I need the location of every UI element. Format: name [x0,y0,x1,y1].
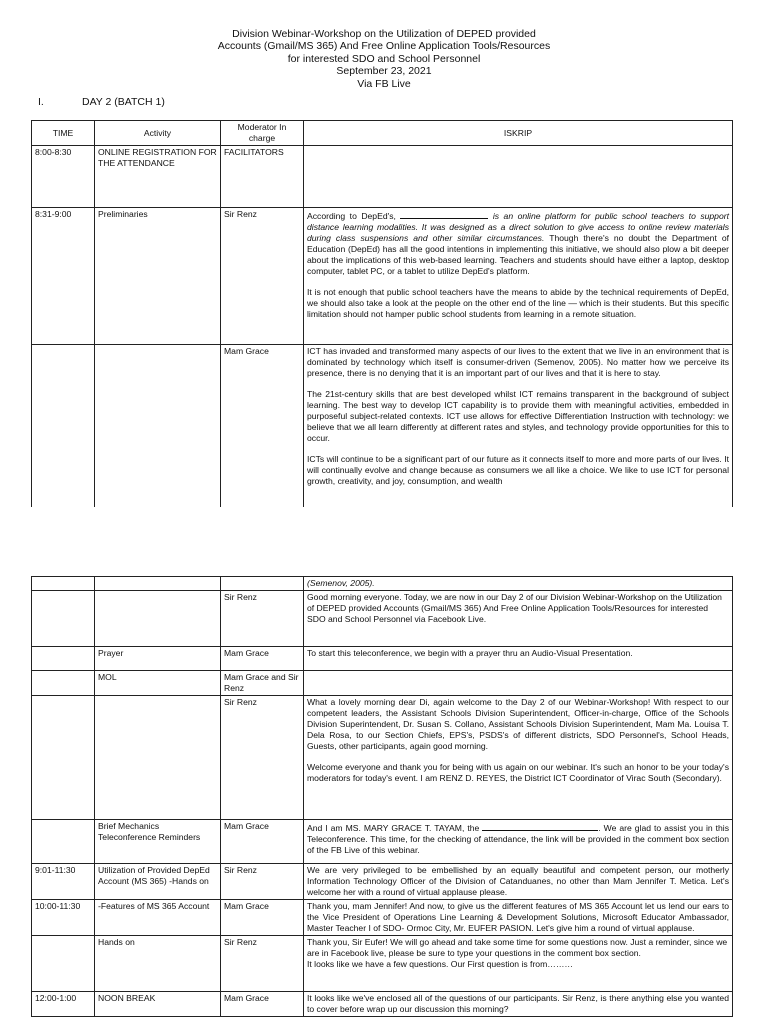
cell-activity: Hands on [95,936,221,992]
title-date: September 23, 2021 [336,65,432,78]
cell-time: 9:01-11:30 [32,864,95,900]
table-1-area [0,120,768,507]
script-paragraph: Thank you, Sir Eufer! We will go ahead and take some time for some questions now. Just a reminder, since we are in Facebook live, please be sure to type your questions in the comment box section. [307,937,728,958]
script-paragraph: It is not enough that public school teachers have the means to abide by the technical requirements of DepEd, we should also take a look at the people on the other end of the line — which is their students. But this specific limitation should not hamper public school students from learning in a remote situation. [307,287,729,319]
cell-script: It looks like we've enclosed all of the questions of our participants. Sir Renz, is there anything else you wanted to cover before wrap up our discussion this morning? [304,992,733,1017]
cell-activity: Preliminaries [95,208,221,345]
cell-moderator: Sir Renz [221,936,304,992]
header-moderator: Moderator In charge [221,121,304,146]
table-row [32,671,733,696]
cell-moderator: Sir Renz [221,696,304,820]
cell-script: Thank you, mam Jennifer! And now, to give us the different features of MS 365 Account let us lend our ears to the Vice President of Operations Line Learning & Development Solutions, Microsoft Educator Ambassador, Master Teacher I of SDO- Ormoc City, Mr. EUFER PASION. Let's give him a round of virtual applause. [304,900,733,936]
cell-time [32,577,95,591]
table-row [32,936,733,992]
cell-activity: NOON BREAK [95,992,221,1017]
script-paragraph: According to DepEd's, is an online platform for public school teachers to support distance learning modalities. It was designed as a direct solution to give access to online review materials during class suspensions and other similar circumstances. Though there's no doubt the Department of Education (DepEd) has all the good intentions in implementing this initiative, we should also plow a bit deeper about the implications of this web-based learning. Teachers and students should have either a laptop, desktop computer, tablet PC, or a tablet to utilize DepEd's platform. [307,211,730,276]
table-row [32,591,733,647]
header-script: ISKRIP [304,121,733,146]
cell-moderator: Sir Renz [221,208,304,345]
cell-activity: MOL [95,671,221,696]
cell-moderator: Mam Grace [221,992,304,1017]
section-number: I. [38,96,44,108]
cell-activity [95,696,221,820]
cell-moderator: Mam Grace [221,345,304,508]
cell-moderator: Mam Grace [221,900,304,936]
cell-activity [95,577,221,591]
cell-moderator: Mam Grace [221,820,304,864]
cell-activity: Brief Mechanics Teleconference Reminders [95,820,221,864]
fill-in-blank [400,209,488,219]
section-title: DAY 2 (BATCH 1) [82,96,165,108]
program-table-2 [31,576,733,1017]
cell-time: 8:31-9:00 [32,208,95,345]
cell-time: 8:00-8:30 [32,146,95,208]
table-row [32,577,733,591]
table-row [32,146,733,208]
cell-script [304,208,733,345]
script-paragraph: Welcome everyone and thank you for being with us again on our webinar. It's such an honor to be your today's moderators for today's event. I am RENZ D. REYES, the District ICT Coordinator of Virac South (Secondary). [307,762,729,783]
table-header-row [32,121,733,146]
cell-script: To start this teleconference, we begin with a prayer thru an Audio-Visual Presentation. [304,647,733,671]
table-row [32,208,733,345]
table-row [32,992,733,1017]
cell-activity: -Features of MS 365 Account [95,900,221,936]
cell-script [304,936,733,992]
cell-time [32,820,95,864]
cell-script: (Semenov, 2005). [304,577,733,591]
cell-time: 12:00-1:00 [32,992,95,1017]
table-row [32,820,733,864]
cell-script [304,146,733,208]
table-row [32,696,733,820]
cell-time [32,647,95,671]
program-table-1 [31,120,733,507]
cell-time [32,345,95,508]
title-line: Division Webinar-Workshop on the Utilization of DEPED provided [232,28,536,40]
cell-script: Good morning everyone. Today, we are now in our Day 2 of our Division Webinar-Workshop on the Utilization of DEPED provided Accounts (Gmail/MS 365) And Free Online Application Tools/Resources for interested SDO and School Personnel via Facebook Live. [304,591,733,647]
table-row [32,345,733,508]
title-venue: Via FB Live [357,77,411,90]
cell-activity: Utilization of Provided DepEd Account (MS 365) -Hands on [95,864,221,900]
cell-time [32,936,95,992]
header-activity: Activity [95,121,221,146]
script-paragraph: What a lovely morning dear Di, again welcome to the Day 2 of our Webinar-Workshop! With respect to our competent leaders, the Assistant Schools Division Superintendent, Officer-in-charge, Office of the Schools Division Superintendent, Dr. Susan S. Collano, Assistant Schools Division Superintendent, Mam Ma. Louisa T. Dela Rosa, to our Section Chiefs, EPS's, PSDS's of different districts, SDO Personnel's, School Heads, Guests, other participants, again good morning. [307,697,729,751]
cell-moderator [221,577,304,591]
table-2-area [0,576,768,1024]
cell-time [32,696,95,820]
section-heading [38,96,165,108]
cell-script: We are very privileged to be embellished by an equally beautiful and competent person, our motherly Information Technology Officer of the Division of Catanduanes, no other than Mam Jennifer T. Metica. Let's welcome her with a round of virtual applause please. [304,864,733,900]
cell-script: And I am MS. MARY GRACE T. TAYAM, the . We are glad to assist you in this Teleconference. This time, for the checking of attendance, the link will be provided in the comment box section of the FB Live of this webinar. [304,820,733,864]
cell-time [32,591,95,647]
cell-script [304,696,733,820]
cell-moderator: Sir Renz [221,591,304,647]
document-title [0,28,768,90]
script-paragraph: ICT has invaded and transformed many aspects of our lives to the extent that we live in an environment that is dominated by technology which itself is consumer-driven (Semenov, 2005). No matter how we perceive its presence, there is no denying that it is an important part of our lives and that it is here to stay. [307,346,729,378]
title-line: Accounts (Gmail/MS 365) And Free Online Application Tools/Resources [217,40,551,53]
table-row [32,647,733,671]
cell-moderator: Sir Renz [221,864,304,900]
script-paragraph: ICTs will continue to be a significant part of our future as it connects itself to more and more parts of our lives. It will continually evolve and change because as consumers we all like a choice. We like to use ICT for personal growth, creativity, and joy, consumption, and wealth [307,454,729,486]
cell-activity: Prayer [95,647,221,671]
script-paragraph: The 21st-century skills that are best developed whilst ICT remains transparent in the background of subject learning. The best way to develop ICT capability is to provide them with meaningful activities, embedded in purposeful subject-related contexts. ICT use allows for effective Differentiation Instruction with technology: we believe that we all learn differently at different rates and styles, and technology provide opportunities for this to occur. [307,389,729,443]
table-row [32,864,733,900]
script-paragraph: It looks like we have a few questions. Our First question is from……… [307,959,574,969]
fill-in-blank [482,821,598,831]
cell-script [304,671,733,696]
cell-activity: ONLINE REGISTRATION FOR THE ATTENDANCE [95,146,221,208]
cell-moderator: FACILITATORS [221,146,304,208]
header-time: TIME [32,121,95,146]
cell-script [304,345,733,508]
title-line: for interested SDO and School Personnel [287,52,481,65]
cell-activity [95,591,221,647]
document-page-2 [0,512,768,1024]
cell-moderator: Mam Grace [221,647,304,671]
cell-time [32,671,95,696]
cell-time: 10:00-11:30 [32,900,95,936]
cell-activity [95,345,221,508]
cell-moderator: Mam Grace and Sir Renz [221,671,304,696]
table-row [32,900,733,936]
